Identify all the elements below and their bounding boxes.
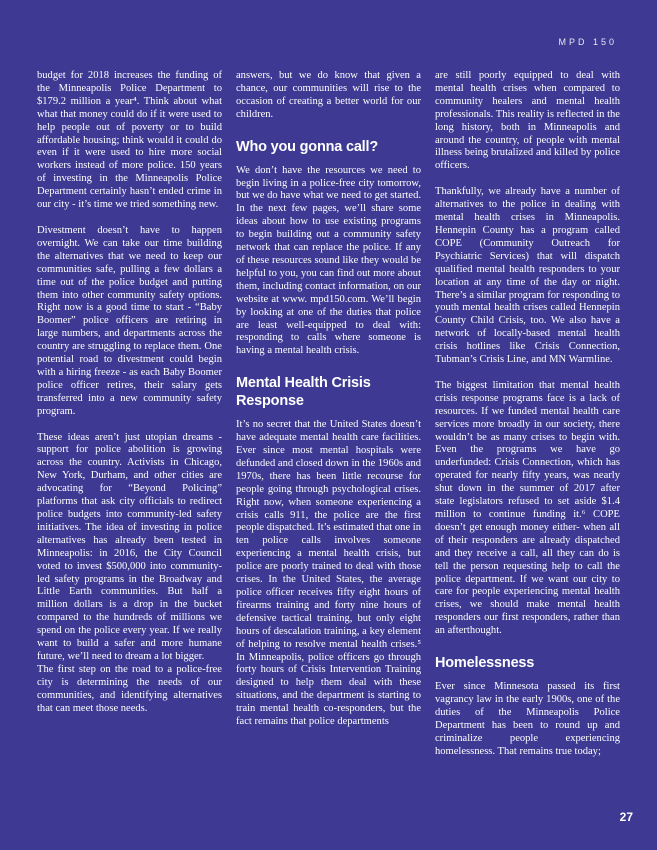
paragraph: We don’t have the resources we need to begin living in a police-free city tomorrow, but we do have what we need to get started. In the next few pages, we’ll share some ideas about how to use existing programs to begin building out a community safety network that can replace the police. If any of these resources sound like they would be helpful to you, you can find out more about them, including contact information, on our website at www. mpd150.com. We’ll begin by looking at one of the duties that police are least well-equipped to deal with: responding to calls where someone is having a mental health crisis.: [236, 164, 421, 357]
section-heading-homelessness: Homelessness: [435, 655, 535, 672]
paragraph: Thankfully, we already have a number of alternatives to the police in dealing with mental health crises in Minneapolis. Hennepin County has a program called COPE (Community Outreach for Psychiatric Services) that will dispatch qualified mental health responders to your location at any time of the day or night. There’s a similar program for responding to youth mental health crises called Hennepin County Child Crisis, too. We also have a network of locally-based mental health crisis hotlines like Crisis Connection, Tubman’s Crisis Line, and MN Warmline.: [435, 186, 620, 366]
paragraph: These ideas aren’t just utopian dreams - support for police abolition is growing across the country. Activists in Chicago, New York, Durham, and other cities are advocating for “Beyond Policing” platforms that ask city officials to redirect police budgets into community-led safety initiatives. The idea of investing in police alternatives has already been tested in Minneapolis: in 2016, the City Council voted to invest $500,000 into community-led safety programs in the Broadway and Little Earth communities. But half a million dollars is a drop in the bucket compared to the hundreds of millions we spend on the police every year. If we really want to build a safer and more humane future, we’ll need to dream a lot bigger.: [37, 431, 222, 662]
paragraph: Ever since Minnesota passed its first vagrancy law in the early 1900s, one of the duties of the Minneapolis Police Department has been to round up and criminalize people experiencing homelessness. That remains true today;: [435, 681, 620, 757]
running-header: MPD 150: [558, 37, 617, 47]
column-3: [435, 70, 620, 772]
paragraph: The biggest limitation that mental health crisis response programs face is a lack of resources. If we funded mental health care services more broadly in our society, there wouldn’t be as many crises to begin with. Even the programs we have go underfunded: Crisis Connection, which has operated for nearly fifty years, was nearly shut down in the summer of 2017 after state legislators refused to set aside $1.4 million to continue funding it.⁶ COPE doesn’t get enough money either- when all of their responders are already dispatched and they receive a call, all they can do is tell the person requesting help to call the police department. If we want our city to care for people experiencing mental health crises, we should make mental health responders our first responders, rather than an afterthought.: [435, 379, 620, 637]
column-1: [37, 70, 222, 729]
paragraph: are still poorly equipped to deal with mental health crises when compared to community healers and mental health professionals. This reality is reflected in the long history, both in Minneapolis and around the country, of people with mental illness being brutalized and killed by police officers.: [435, 70, 620, 172]
paragraph: answers, but we do know that given a chance, our communities will rise to the occasion of creating a better world for our children.: [236, 70, 421, 120]
paragraph: The first step on the road to a police-free city is determining the needs of our communities, and identifying alternatives that can meet those needs.: [37, 663, 222, 714]
column-2: [236, 70, 421, 742]
paragraph: Divestment doesn’t have to happen overnight. We can take our time building the alternatives that we need to keep our communities safe, pulling a few dollars a time out of the police budget and putting them into other community safety options. Right now is a good time to start - “Baby Boomer” police officers are retiring in large numbers, and departments across the country are struggling to replace them. One potential road to divestment could begin with a hiring freeze - as each Baby Boomer police officer retires, their salary gets transferred into a new community safety program.: [37, 224, 222, 417]
paragraph: It’s no secret that the United States doesn’t have adequate mental health care facilities. Ever since most mental hospitals were defunded and closed down in the 1960s and 1970s, there has been little recourse for people going through psychological crises. Right now, when someone experiencing a crisis calls 911, the police are the first people dispatched. It’s estimated that one in ten police calls involves someone experiencing a mental health crisis, but police are poorly trained to deal with those crises. In the United States, the average police officer receives fifty eight hours of firearms training and forty nine hours of defensive tactical training, but only eight hours of descalation training, a key element of helping to resolve mental health crises.⁵ In Minneapolis, police officers go through forty hours of Crisis Intervention Training designed to help them deal with these situations, and the department is starting to train mental health co-responders, but the fact remains that police departments: [236, 419, 421, 728]
paragraph: budget for 2018 increases the funding of the Minneapolis Police Department to $179.2 million a year⁴. Think about what what that money could do if it were used to help people out of poverty or to build affordable housing; think would it could do even if it were used to hire more social workers instead of more police. 150 years of investing in the Minneapolis Police Department certainly hasn’t ended crime in our city - it’s time we tried something new.: [37, 70, 222, 211]
page-number: 27: [619, 810, 633, 824]
section-heading-who-you-gonna-call: Who you gonna call?: [236, 138, 379, 155]
section-heading-mental-health: Mental Health Crisis Response: [236, 375, 371, 410]
